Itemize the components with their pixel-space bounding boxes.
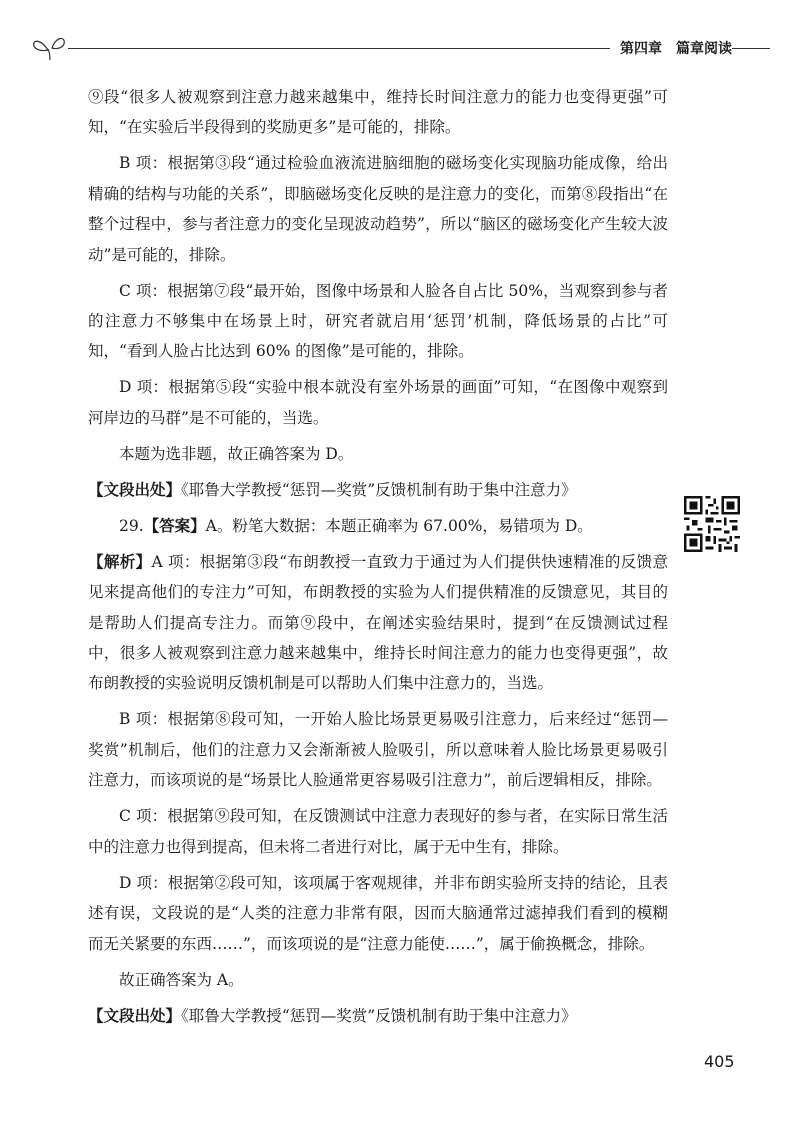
paragraph: C 项：根据第⑨段可知，在反馈测试中注意力表现好的参与者，在实际日常生活中的注意力也得到提高，但未将二者进行对比，属于无中生有，排除。 <box>88 807 668 856</box>
header-rule-right <box>732 48 770 49</box>
analysis-label: 【解析】 <box>88 552 152 571</box>
section-title: 篇章阅读 <box>676 41 732 57</box>
source-title: 《耶鲁大学教授“惩罚—奖赏”反馈机制有助于集中注意力》 <box>181 480 577 499</box>
qr-code-icon[interactable] <box>684 496 740 552</box>
paragraph: ⑨段“很多人被观察到注意力越来越集中，维持长时间注意力的能力也变得更强”可知，“在实验后半段得到的奖励更多”是可能的，排除。 <box>88 88 668 137</box>
leaf-ornament-icon <box>30 32 70 62</box>
paragraph: D 项：根据第⑤段“实验中根本就没有室外场景的画面”可知，“在图像中观察到河岸边的马群”是不可能的，当选。 <box>88 378 668 427</box>
source-citation <box>88 1001 668 1031</box>
question-number: 29. <box>119 516 144 535</box>
source-title: 《耶鲁大学教授“惩罚—奖赏”反馈机制有助于集中注意力》 <box>181 1006 577 1025</box>
paragraph: B 项：根据第③段“通过检验血液流进脑细胞的磁场变化实现脑功能成像，给出精确的结构与功能的关系”，即脑磁场变化反映的是注意力的变化，而第⑧段指出“在整个过程中，参与者注意力的变化呈现波动趋势”，所以“脑区的磁场变化产生较大波动”是可能的，排除。 <box>88 154 668 264</box>
page-number: 405 <box>704 1052 735 1071</box>
chapter-title <box>620 38 732 58</box>
main-text <box>88 82 668 1031</box>
source-label: 【文段出处】 <box>88 1006 182 1025</box>
answer-label: 【答案】 <box>143 516 206 535</box>
analysis-paragraph <box>88 547 668 699</box>
answer-line <box>88 511 668 541</box>
source-citation <box>88 475 668 505</box>
paragraph: 本题为选非题，故正确答案为 D。 <box>119 444 354 463</box>
paragraph: B 项：根据第⑧段可知，一开始人脸比场景更易吸引注意力，后来经过“惩罚—奖赏”机制后，他们的注意力又会渐渐被人脸吸引，所以意味着人脸比场景更易吸引注意力，而该项说的是“场景比人脸通常更容易吸引注意力”，前后逻辑相反，排除。 <box>88 710 668 790</box>
paragraph: D 项：根据第②段可知，该项属于客观规律，并非布朗实验所支持的结论，且表述有误，文段说的是“人类的注意力非常有限，因而大脑通常过滤掉我们看到的模糊而无关紧要的东西……”，而该项说的是“注意力能使……”，属于偷换概念，排除。 <box>88 873 668 953</box>
paragraph: C 项：根据第⑦段“最开始，图像中场景和人脸各自占比 50%，当观察到参与者的注意力不够集中在场景上时，研究者就启用‘惩罚’机制，降低场景的占比”可知，“看到人脸占比达到 60% 的图像”是可能的，排除。 <box>88 281 668 361</box>
source-label: 【文段出处】 <box>88 480 182 499</box>
answer-text: A。粉笔大数据：本题正确率为 67.00%，易错项为 D。 <box>205 516 593 535</box>
chapter-number: 第四章 <box>620 41 662 57</box>
analysis-text: A 项：根据第③段“布朗教授一直致力于通过为人们提供快速精准的反馈意见来提高他们的专注力”可知，布朗教授的实验为人们提供精准的反馈意见，其目的是帮助人们提高专注力。而第⑨段中，在阐述实验结果时，提到“在反馈测试过程中，很多人被观察到注意力越来越集中，维持长时间注意力的能力也变得更强”，故布朗教授的实验说明反馈机制是可以帮助人们集中注意力的，当选。 <box>88 552 668 693</box>
page-header <box>30 32 770 72</box>
paragraph: 故正确答案为 A。 <box>119 970 244 989</box>
header-rule-left <box>68 48 610 49</box>
